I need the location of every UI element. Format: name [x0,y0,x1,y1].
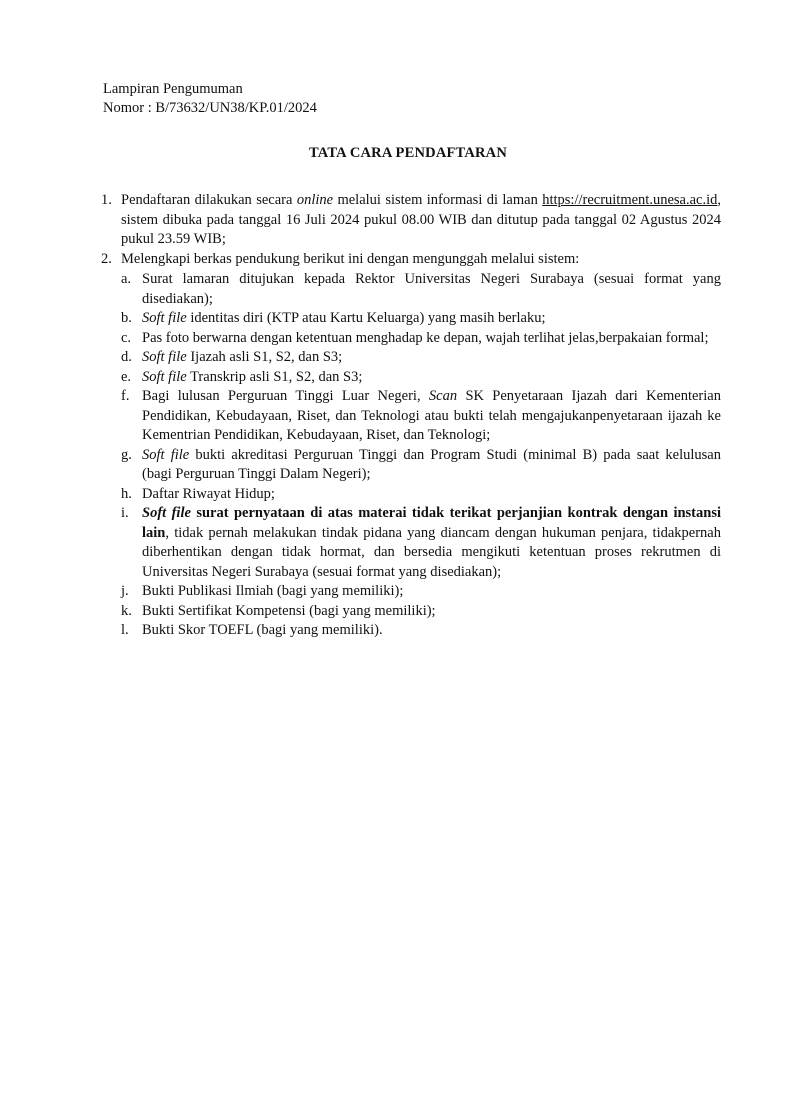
soft-file-emphasis: Soft file [142,505,191,521]
step-text [121,191,721,250]
soft-file-emphasis: Soft file [142,310,187,326]
sub-item-text-part: identitas diri (KTP atau Kartu Keluarga) yang masih berlaku; [186,310,546,326]
soft-file-emphasis: Soft file [142,368,187,385]
attachment-header [103,80,317,118]
sub-item-text [142,387,721,446]
sub-item-letter: i. [121,505,129,521]
sub-item-a [121,270,721,309]
sub-item-letter: l. [121,622,129,638]
sub-item-text: Daftar Riwayat Hidup; [142,485,275,502]
sub-item-text-part: bukti akreditasi Perguruan Tinggi dan Program Studi (minimal B) pada saat kelulusan (bagi Perguruan Tinggi Dalam Negeri); [142,446,721,482]
step-text-part: Pendaftaran dilakukan secara [121,192,297,208]
sub-item-l [121,621,721,641]
sub-item-text [142,446,721,485]
sub-item-text [142,368,721,388]
sub-item-f [121,387,721,446]
registration-steps-list [101,191,721,641]
sub-item-text-part: , tidak pernah melakukan tindak pidana yang diancam dengan hukuman penjara, tidakpernah diberhentikan dengan tidak hormat, dan bersedia mengikuti ketentuan proses rekrutmen di Universitas Negeri Surabaya (sesuai format yang disediakan); [142,524,721,580]
sub-item-letter: h. [121,485,132,502]
header-line-attachment: Lampiran Pengumuman [103,81,243,97]
list-item-step-1 [101,191,721,250]
sub-item-text-part: Bagi lulusan Perguruan Tinggi Luar Negeri, [142,388,429,404]
sub-item-letter: f. [121,388,130,404]
step-text: Melengkapi berkas pendukung berikut ini dengan mengunggah melalui sistem: [121,250,580,267]
sub-item-letter: j. [121,583,129,599]
step-number: 2. [101,250,112,267]
recruitment-link[interactable]: https://recruitment.unesa.ac.id [542,192,718,208]
sub-item-text-part: Transkrip asli S1, S2, dan S3; [186,368,363,385]
sub-item-h [121,485,721,505]
sub-item-letter: c. [121,329,132,346]
sub-item-text [142,348,721,368]
sub-item-text [142,309,721,329]
sub-item-bold-text: surat pernyataan di atas materai tidak terikat perjanjian kontrak dengan instansi lain [142,505,721,541]
documents-sublist [121,270,721,641]
sub-item-text: Surat lamaran ditujukan kepada Rektor Universitas Negeri Surabaya (sesuai format yang disediakan); [142,271,721,307]
step-text-part: melalui sistem informasi di laman [333,192,543,208]
step-number: 1. [101,192,112,208]
soft-file-emphasis: Soft file [142,349,187,365]
sub-item-g [121,446,721,485]
sub-item-text-part: SK Penyetaraan Ijazah dari Kementerian Pendidikan, Kebudayaan, Riset, dan Teknologi atau bukti telah mengajukanpenyetaraan ijazah ke Kementrian Pendidikan, Kebudayaan, Riset, dan Teknologi; [142,388,721,443]
sub-item-e [121,368,721,388]
sub-item-text: Bukti Sertifikat Kompetensi (bagi yang memiliki); [142,602,436,619]
sub-item-letter: e. [121,368,132,385]
sub-item-letter: a. [121,271,132,287]
sub-item-j [121,582,721,602]
sub-item-d [121,348,721,368]
sub-item-letter: k. [121,602,132,619]
sub-item-text-part: Ijazah asli S1, S2, dan S3; [186,349,343,365]
page-title: TATA CARA PENDAFTARAN [308,145,508,161]
sub-item-text: Pas foto berwarna dengan ketentuan menghadap ke depan, wajah terlihat jelas,berpakaian formal; [142,329,709,346]
step-text-part: , sistem dibuka pada tanggal 16 Juli 2024 pukul 08.00 WIB dan ditutup pada tanggal 02 Agustus 2024 pukul 23.59 WIB; [121,192,721,247]
sub-item-c [121,329,721,349]
sub-item-text: Bukti Skor TOEFL (bagi yang memiliki). [142,622,383,638]
sub-item-text: Bukti Publikasi Ilmiah (bagi yang memiliki); [142,583,404,599]
sub-item-text [142,504,721,582]
online-emphasis: online [296,192,334,208]
sub-item-letter: d. [121,349,132,365]
sub-item-letter: g. [121,446,132,463]
sub-item-k [121,602,721,622]
sub-item-b [121,309,721,329]
scan-emphasis: Scan [428,388,458,404]
soft-file-emphasis: Soft file [142,446,190,463]
header-line-number: Nomor : B/73632/UN38/KP.01/2024 [103,100,317,116]
sub-item-i [121,504,721,582]
list-item-step-2 [101,250,721,641]
sub-item-letter: b. [121,310,132,326]
